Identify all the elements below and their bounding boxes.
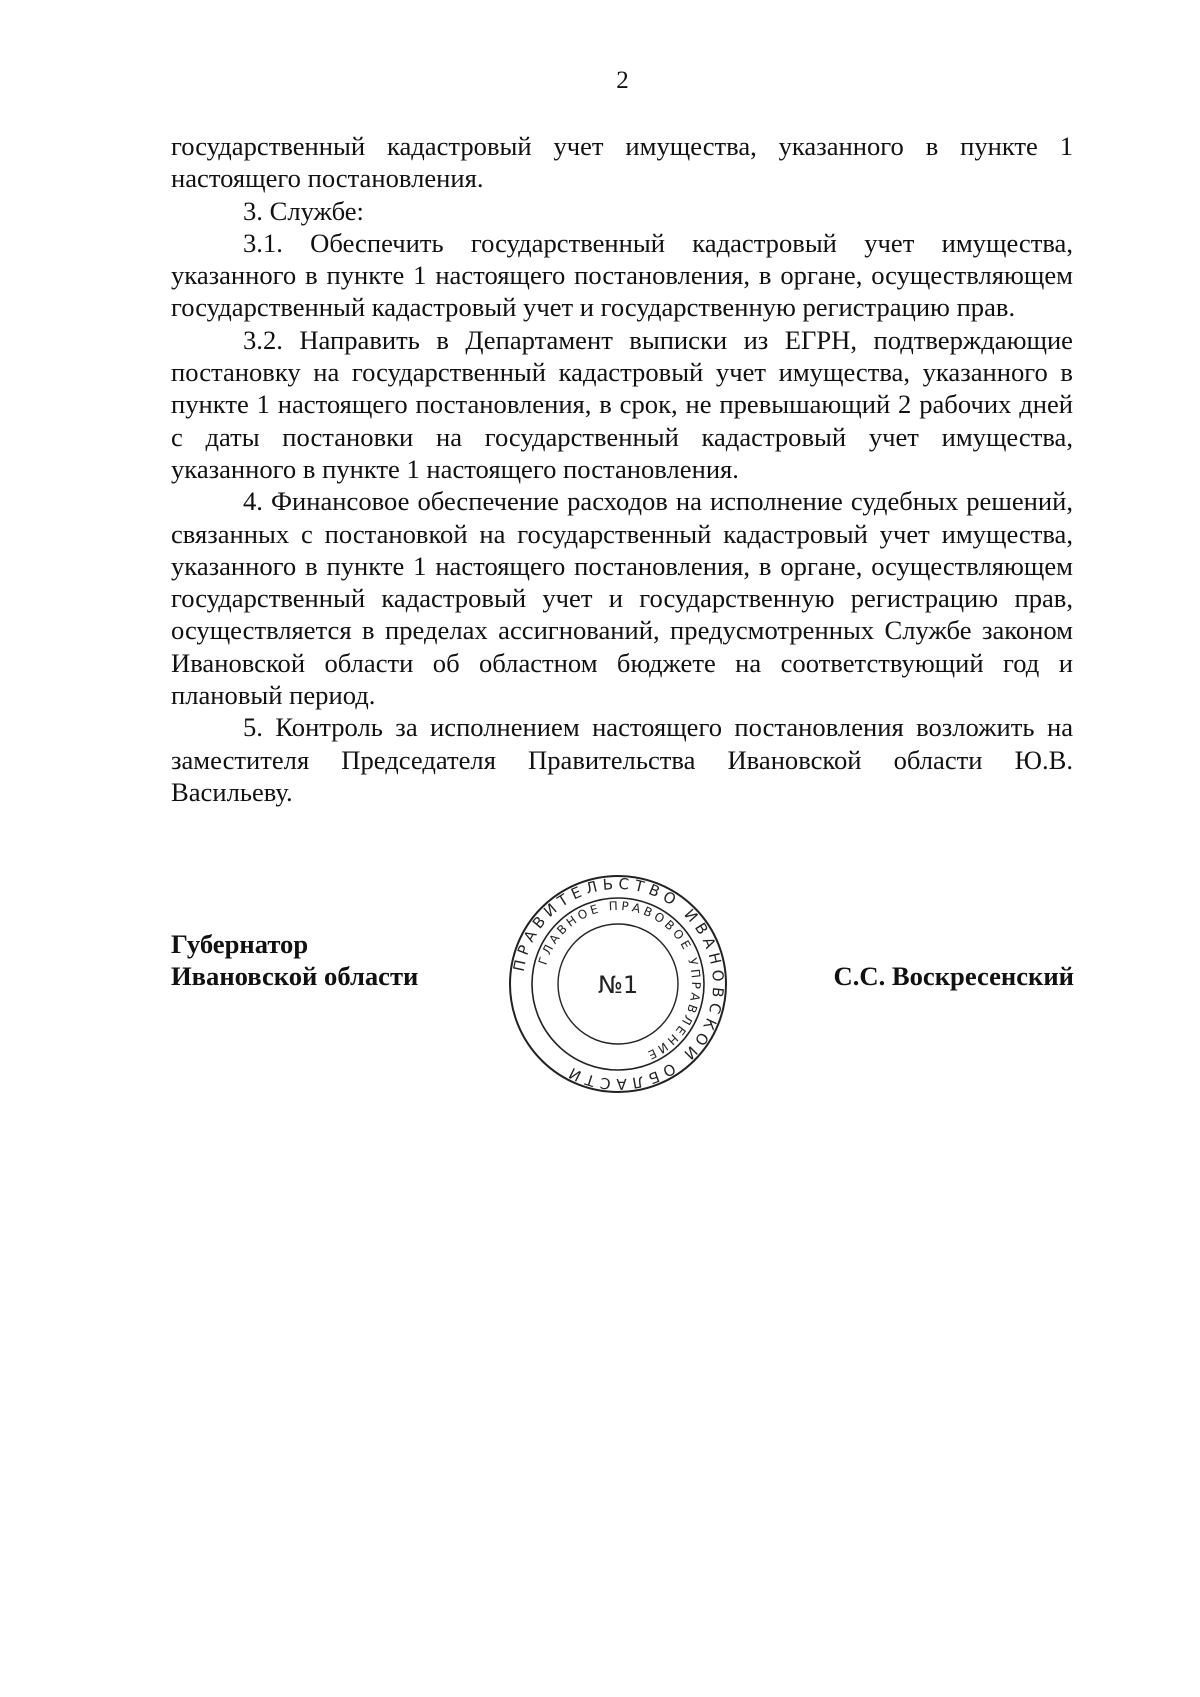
signature-name: С.С. Воскресенский xyxy=(833,961,1074,991)
seal-outer-text-content: ПРАВИТЕЛЬСТВО ИВАНОВСКОЙ ОБЛАСТИ xyxy=(509,874,728,1094)
seal-inner-text-content: ГЛАВНОЕ ПРАВОВОЕ УПРАВЛЕНИЕ xyxy=(535,898,704,1064)
signature-title-line2: Ивановской области xyxy=(171,961,419,991)
signature-title-line1: Губернатор xyxy=(171,929,309,959)
seal-center-number: №1 xyxy=(597,971,639,999)
signature-title xyxy=(171,928,418,992)
paragraph-continuation: государственный кадастровый учет имущества, указанного в пункте 1 настоящего постановления. xyxy=(171,131,1073,194)
paragraph-4: 4. Финансовое обеспечение расходов на исполнение судебных решений, связанных с постановкой на государственный кадастровый учет имущества, указанного в пункте 1 настоящего постановления, в органе, осуществляющем государственный кадастровый учет и государственную регистрацию прав, осуществляется в пределах ассигнований, предусмотренных Службе законом Ивановской области об областном бюджете на соответствующий год и плановый период. xyxy=(171,486,1073,711)
paragraph-3: 3. Службе: xyxy=(243,195,364,226)
paragraph-5: 5. Контроль за исполнением настоящего постановления возложить на заместителя Председателя Правительства Ивановской области Ю.В. Васильеву. xyxy=(171,712,1073,807)
page-number: 2 xyxy=(616,67,629,94)
paragraph-3-1: 3.1. Обеспечить государственный кадастровый учет имущества, указанного в пункте 1 настоящего постановления, в органе, осуществляющем государственный кадастровый учет и государственную регистрацию прав. xyxy=(171,227,1073,323)
paragraph-3-2: 3.2. Направить в Департамент выписки из ЕГРН, подтверждающие постановку на государственный кадастровый учет имущества, указанного в пункте 1 настоящего постановления, в срок, не превышающий 2 рабочих дней с даты постановки на государственный кадастровый учет имущества, указанного в пункте 1 настоящего постановления. xyxy=(171,324,1073,484)
document-body xyxy=(171,130,1073,808)
official-seal xyxy=(507,873,729,1095)
